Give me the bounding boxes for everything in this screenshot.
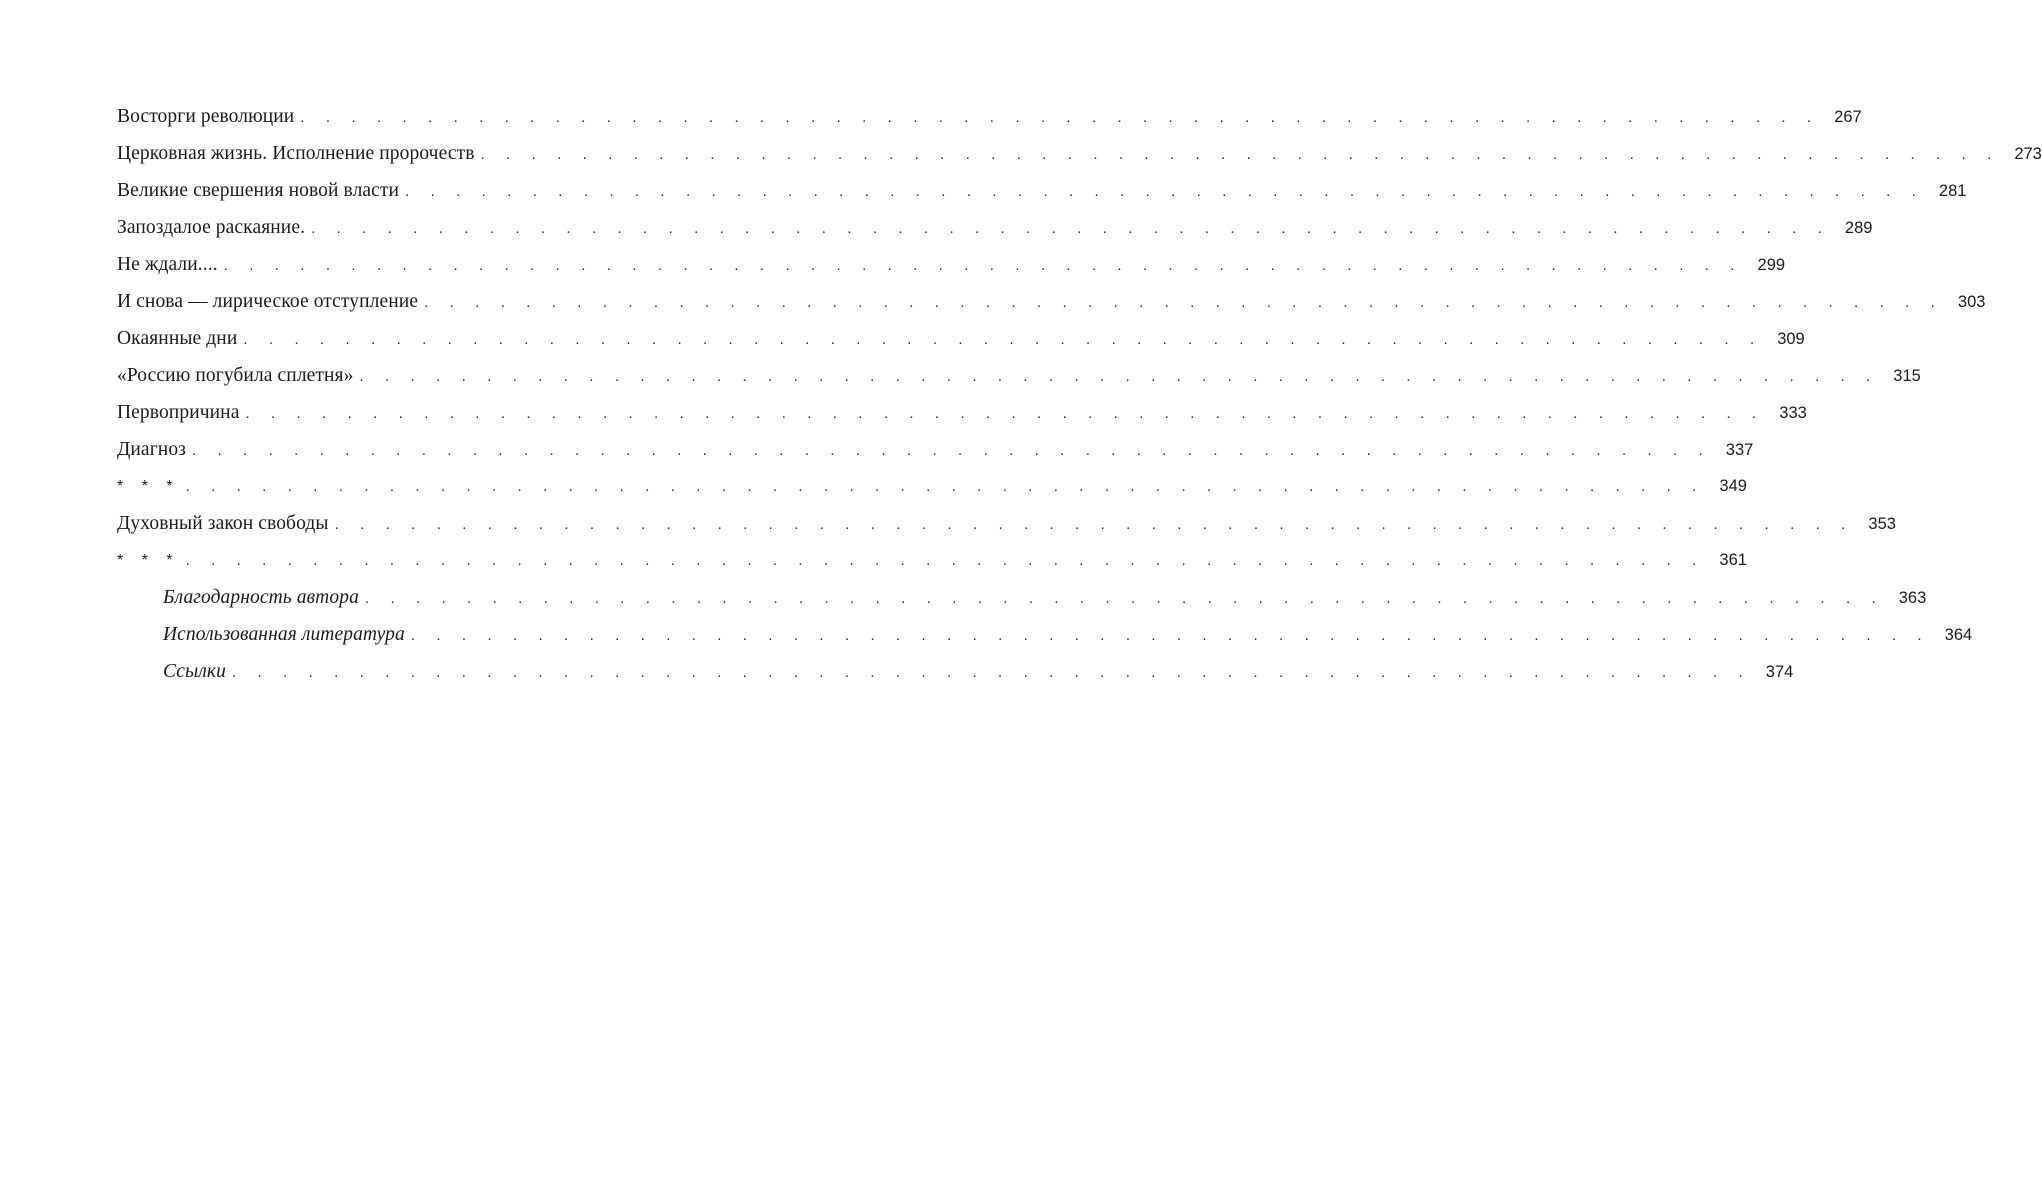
toc-page-number: 303 xyxy=(1957,293,1986,311)
toc-page-number: 309 xyxy=(1777,330,1805,348)
toc-entry xyxy=(117,209,1873,246)
toc-entry xyxy=(117,505,1896,542)
toc-entry-title: «Россию погубила сплетня» xyxy=(117,365,354,386)
toc-dot-leader: . . . . . . . . . . . . . . . . . . . . . . . . . . . . . . . . . . . . . . . . . . . . . . . . . . . . . . . . . . . . xyxy=(245,405,1765,422)
toc-page-number: 281 xyxy=(1938,182,1967,200)
toc-dot-leader: . . . . . . . . . . . . . . . . . . . . . . . . . . . . . . . . . . . . . . . . . . . . . . . . . . . . . . . . . . . . xyxy=(243,331,1763,348)
toc-entry-title: Не ждали.... xyxy=(117,254,218,275)
toc-page-number: 374 xyxy=(1765,663,1794,681)
toc-entry-title: * * * xyxy=(117,552,180,569)
toc-page-number: 315 xyxy=(1893,367,1921,385)
toc-page-number: 361 xyxy=(1719,551,1747,569)
toc-entry-title: Церковная жизнь. Исполнение пророчеств xyxy=(117,143,475,164)
toc-page-number: 364 xyxy=(1944,626,1973,644)
toc-dot-leader: . . . . . . . . . . . . . . . . . . . . . . . . . . . . . . . . . . . . . . . . . . . . . . . . . . . . . . . . . . . . xyxy=(334,516,1854,533)
toc-entry-title: Диагноз xyxy=(117,439,186,460)
toc-dot-leader: . . . . . . . . . . . . . . . . . . . . . . . . . . . . . . . . . . . . . . . . . . . . . . . . . . . . . . . . . . . . xyxy=(424,294,1944,311)
toc-dot-leader: . . . . . . . . . . . . . . . . . . . . . . . . . . . . . . . . . . . . . . . . . . . . . . . . . . . . . . . . . . . . xyxy=(410,627,1931,644)
toc-page-number: 349 xyxy=(1719,477,1747,495)
toc-dot-leader: . . . . . . . . . . . . . . . . . . . . . . . . . . . . . . . . . . . . . . . . . . . . . . . . . . . . . . . . . . . . xyxy=(300,109,1820,126)
toc-entry xyxy=(117,468,1747,505)
toc-entry-title: Благодарность автора xyxy=(163,587,359,608)
toc-entry xyxy=(117,542,1747,579)
toc-dot-leader: . . . . . . . . . . . . . . . . . . . . . . . . . . . . . . . . . . . . . . . . . . . . . . . . . . . . . . . . . . . . xyxy=(480,146,2000,163)
toc-page-number: 299 xyxy=(1757,256,1786,274)
toc-dot-leader: . . . . . . . . . . . . . . . . . . . . . . . . . . . . . . . . . . . . . . . . . . . . . . . . . . . . . . . . . . . . xyxy=(185,552,1705,569)
toc-dot-leader: . . . . . . . . . . . . . . . . . . . . . . . . . . . . . . . . . . . . . . . . . . . . . . . . . . . . . . . . . . . . xyxy=(223,257,1744,274)
toc-entry xyxy=(117,172,1967,209)
toc-entry xyxy=(117,135,2042,172)
toc-dot-leader: . . . . . . . . . . . . . . . . . . . . . . . . . . . . . . . . . . . . . . . . . . . . . . . . . . . . . . . . . . . . xyxy=(185,478,1705,495)
toc-dot-leader: . . . . . . . . . . . . . . . . . . . . . . . . . . . . . . . . . . . . . . . . . . . . . . . . . . . . . . . . . . . . xyxy=(191,442,1712,459)
toc-entry-title: Восторги революции xyxy=(117,106,295,127)
toc-entry-appendix xyxy=(117,579,1927,616)
toc-page-number: 363 xyxy=(1898,589,1927,607)
toc-entry xyxy=(117,320,1805,357)
toc-entry xyxy=(117,98,1862,135)
toc-entry-appendix xyxy=(117,616,1973,653)
toc-page-number: 267 xyxy=(1834,108,1862,126)
toc-dot-leader: . . . . . . . . . . . . . . . . . . . . . . . . . . . . . . . . . . . . . . . . . . . . . . . . . . . . . . . . . . . . xyxy=(231,664,1752,681)
toc-entry-title: * * * xyxy=(117,478,180,495)
toc-entry xyxy=(117,431,1754,468)
toc-entry xyxy=(117,283,1986,320)
toc-entry xyxy=(117,394,1807,431)
toc-page-number: 353 xyxy=(1868,515,1896,533)
toc-page-number: 273 xyxy=(2014,145,2042,163)
table-of-contents xyxy=(117,98,2042,690)
toc-entry-appendix xyxy=(117,653,1794,690)
toc-dot-leader: . . . . . . . . . . . . . . . . . . . . . . . . . . . . . . . . . . . . . . . . . . . . . . . . . . . . . . . . . . . . xyxy=(311,220,1831,237)
toc-entry xyxy=(117,357,1921,394)
toc-entry-title: Первопричина xyxy=(117,402,240,423)
toc-entry-title: Ссылки xyxy=(163,661,226,682)
toc-entry-title: И снова — лирическое отступление xyxy=(117,291,419,312)
toc-dot-leader: . . . . . . . . . . . . . . . . . . . . . . . . . . . . . . . . . . . . . . . . . . . . . . . . . . . . . . . . . . . . xyxy=(405,183,1925,200)
toc-page-number: 289 xyxy=(1844,219,1873,237)
toc-page-number: 337 xyxy=(1725,441,1754,459)
toc-dot-leader: . . . . . . . . . . . . . . . . . . . . . . . . . . . . . . . . . . . . . . . . . . . . . . . . . . . . . . . . . . . . xyxy=(364,590,1885,607)
toc-entry-title: Великие свершения новой власти xyxy=(117,180,400,201)
toc-dot-leader: . . . . . . . . . . . . . . . . . . . . . . . . . . . . . . . . . . . . . . . . . . . . . . . . . . . . . . . . . . . . xyxy=(359,368,1879,385)
toc-page-number: 333 xyxy=(1779,404,1807,422)
toc-entry-title: Окаянные дни xyxy=(117,328,238,349)
toc-entry xyxy=(117,246,1786,283)
toc-entry-title: Запоздалое раскаяние. xyxy=(117,217,306,238)
toc-entry-title: Духовный закон свободы xyxy=(117,513,329,534)
toc-entry-title: Использованная литература xyxy=(163,624,405,645)
